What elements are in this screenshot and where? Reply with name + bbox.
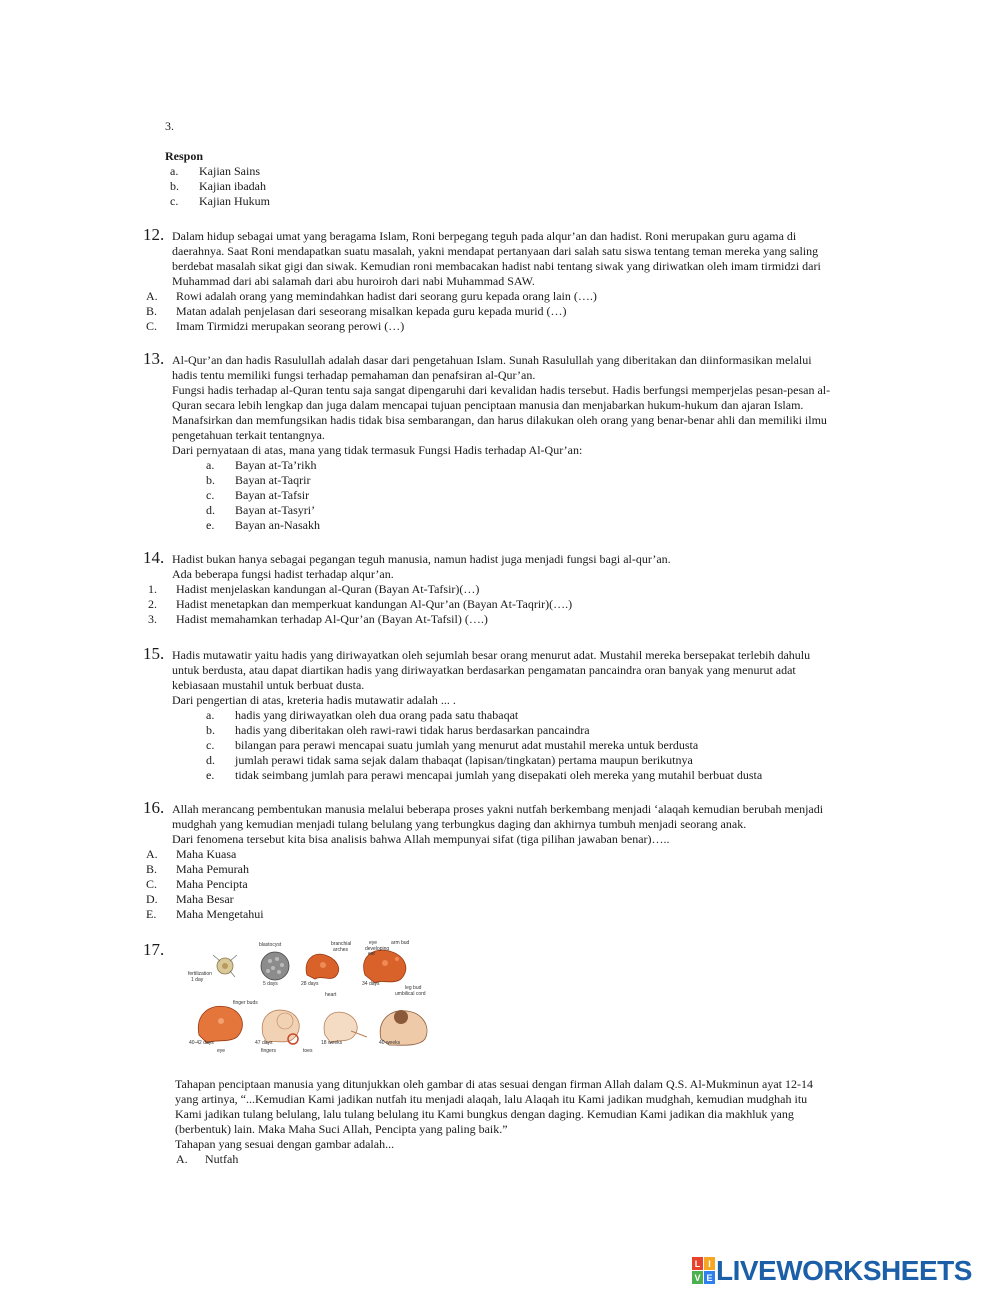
label-ear: ear — [368, 951, 376, 957]
text-line: untuk berdusta, atau dapat diartikan hadis yang diriwayatkan berdasarkan pengamatan pancaindra oran banyak yang menurut adat — [172, 663, 796, 677]
option-text: Bayan at-Tasyri’ — [235, 503, 316, 517]
option-text: Kajian Sains — [199, 164, 260, 178]
option-label: c. — [206, 738, 215, 752]
option-label: D. — [146, 892, 158, 906]
label-developing: developing — [365, 946, 390, 952]
option-label: d. — [206, 753, 215, 767]
embryo-40-42-days-icon — [198, 1006, 242, 1043]
option-label: c. — [206, 488, 215, 502]
label-fertilization: fertilization — [188, 971, 212, 977]
option-label: 1. — [148, 582, 157, 596]
option-text: Maha Pencipta — [176, 877, 248, 891]
option-label: d. — [206, 503, 215, 517]
label-fingers: fingers — [261, 1048, 277, 1054]
text-line: hadis tentu memiliki fungsi terhadap pemahaman dan penafsiran al-Qur’an. — [172, 368, 536, 382]
option-text: Maha Kuasa — [176, 847, 237, 861]
label-28-days: 28 days — [301, 981, 319, 987]
text-line: Kami jadikan tulang belulang, lalu tulang belulang itu Kami bungkus dengan daging. Kemudian Kami jadikan dia makhluk yang — [175, 1107, 794, 1121]
option-text: Nutfah — [205, 1152, 239, 1166]
label-arches: arches — [333, 947, 349, 953]
option-text: Imam Tirmidzi merupakan seorang perowi (…) — [176, 319, 405, 333]
embryo-28-days-icon — [306, 954, 339, 979]
option-label: b. — [206, 473, 215, 487]
option-label: 2. — [148, 597, 157, 611]
option-label: C. — [146, 319, 158, 333]
liveworksheets-logo — [692, 1256, 972, 1286]
question-number-12: 12. — [143, 225, 165, 244]
prev-item-number: 3. — [165, 119, 174, 133]
option-text: Bayan at-Tafsir — [235, 488, 310, 502]
label-eye-2: eye — [217, 1048, 226, 1054]
text-line: Dari pernyataan di atas, mana yang tidak termasuk Fungsi Hadis terhadap Al-Qur’an: — [172, 443, 583, 457]
option-text: jumlah perawi tidak sama sejak dalam thabaqat (lapisan/tingkatan) pertama maupun berikutnya — [235, 753, 693, 767]
text-line: Dari fenomena tersebut kita bisa analisis bahwa Allah mempunyai sifat (tiga pilihan jawaban benar)….. — [172, 832, 670, 846]
question-number-13: 13. — [143, 349, 165, 368]
label-branchial: branchial — [331, 941, 352, 947]
label-40-42-days: 40-42 days — [189, 1040, 214, 1046]
option-label: C. — [146, 877, 158, 891]
option-text: Maha Mengetahui — [176, 907, 264, 921]
text-line: (berbentuk) lain. Maka Maha Suci Allah, Pencipta yang paling baik.” — [175, 1122, 508, 1136]
option-text: Matan adalah penjelasan dari seseorang misalkan kepada guru kepada murid (…) — [176, 304, 567, 318]
text-line: mudghah yang kemudian menjadi tulang belulang yang terbungkus daging dan akhirnya tumbuh menjadi seorang anak. — [172, 817, 747, 831]
option-text: Kajian Hukum — [199, 194, 270, 208]
option-label: A. — [146, 289, 158, 303]
label-1-day: 1 day — [191, 977, 204, 983]
label-blastocyst: blastocyst — [259, 942, 282, 948]
text-line: Dari pengertian di atas, kreteria hadis mutawatir adalah ... . — [172, 693, 456, 707]
text-line: Dalam hidup sebagai umat yang beragama Islam, Roni berpegang teguh pada alqur’an dan hadist. Roni merupakan guru agama di — [172, 229, 797, 243]
option-text: Hadist memahamkan terhadap Al-Qur’an (Bayan At-Tafsil) (….) — [176, 612, 488, 626]
logo-letter-i: I — [708, 1259, 711, 1269]
option-label: b. — [170, 179, 179, 193]
text-line: Quran secara lebih lengkap dan juga dalam mencapai tujuan penciptaan manusia dan menjabarkan hukum-hukum dan ajaran Islam. — [172, 398, 804, 412]
label-40-weeks: 40 weeks — [379, 1040, 401, 1046]
label-34-days: 34 days — [362, 981, 380, 987]
embryo-47-days-icon — [262, 1010, 299, 1044]
label-5-days: 5 days — [263, 981, 278, 987]
liveworksheets-brand-text: LIVEWORKSHEETS — [716, 1255, 972, 1286]
text-line: Hadis mutawatir yaitu hadis yang diriwayatkan oleh sejumlah besar orang menurut adat. Mustahil mereka bersepakat terlebih dahulu — [172, 648, 811, 662]
text-line: Manafsirkan dan memfungsikan hadis tidak bisa sembarangan, dan harus dilakukan oleh orang yang benar-benar ahli dan memiliki ilmu — [172, 413, 827, 427]
label-leg-bud: leg bud — [405, 985, 422, 991]
label-18-weeks: 18 weeks — [321, 1040, 343, 1046]
option-text: Bayan an-Nasakh — [235, 518, 320, 532]
embryo-development-figure — [175, 935, 437, 1053]
option-label: A. — [176, 1152, 188, 1166]
question-number-17: 17. — [143, 940, 165, 959]
option-text: Maha Pemurah — [176, 862, 249, 876]
logo-letter-e: E — [706, 1273, 713, 1283]
option-text: Bayan at-Taqrir — [235, 473, 311, 487]
option-label: B. — [146, 862, 158, 876]
text-line: berdebat masalah sikat gigi dan siwak. Kemudian roni membacakan hadist nabi tentang siwak yang diriwatkan oleh imam tirmidzi dari — [172, 259, 821, 273]
blastocyst-icon — [261, 952, 289, 980]
text-line: Tahapan penciptaan manusia yang ditunjukkan oleh gambar di atas sesuai dengan firman Allah dalam Q.S. Al-Mukminun ayat 12-14 — [175, 1077, 813, 1091]
text-line: Allah merancang pembentukan manusia melalui beberapa proses yakni nutfah berkembang menjadi ‘alaqah kemudian berubah menjadi — [172, 802, 824, 816]
option-text: Rowi adalah orang yang memindahkan hadist dari seorang guru kepada orang lain (….) — [176, 289, 597, 303]
option-label: e. — [206, 768, 215, 782]
logo-letter-l: L — [694, 1259, 701, 1269]
fertilization-egg-icon — [213, 955, 237, 977]
text-line: daerahnya. Saat Roni mendapatkan suatu masalah, yakni mendapat pertanyaan dari salah satu siswa tentang teman mereka yang saling — [172, 244, 819, 258]
option-label: 3. — [148, 612, 157, 626]
text-line: Fungsi hadis terhadap al-Quran tentu saja sangat dipengaruhi dari kevalidan hadis tersebut. Hadis berfungsi memperjelas pesan-pesan al- — [172, 383, 831, 397]
text-line: Tahapan yang sesuai dengan gambar adalah... — [175, 1137, 395, 1151]
label-heart: heart — [325, 992, 337, 998]
text-line: Ada beberapa fungsi hadist terhadap alqur’an. — [172, 567, 394, 581]
option-text: tidak seimbang jumlah para perawi mencapai jumlah yang disepakati oleh mereka yang mutahil berbuat dusta — [235, 768, 763, 782]
option-text: Hadist menetapkan dan memperkuat kandungan Al-Qur’an (Bayan At-Taqrir)(….) — [176, 597, 573, 611]
option-text: hadis yang diberitakan oleh rawi-rawi tidak harus berdasarkan pancaindra — [235, 723, 590, 737]
option-label: e. — [206, 518, 215, 532]
option-text: hadis yang diriwayatkan oleh dua orang pada satu thabaqat — [235, 708, 519, 722]
option-label: A. — [146, 847, 158, 861]
label-umbilical-cord: umbilical cord — [395, 991, 426, 997]
option-text: Maha Besar — [176, 892, 234, 906]
text-line: Muhammad dari abi salamah dari abu huroiroh dari nabi Muhammad SAW. — [172, 274, 535, 288]
label-47-days: 47 days — [255, 1040, 273, 1046]
option-text: Hadist menjelaskan kandungan al-Quran (Bayan At-Tafsir)(…) — [176, 582, 480, 596]
question-number-14: 14. — [143, 548, 165, 567]
question-number-16: 16. — [143, 798, 165, 817]
logo-letter-v: V — [694, 1273, 701, 1283]
label-toes: toes — [303, 1048, 313, 1054]
option-text: Bayan at-Ta’rikh — [235, 458, 317, 472]
option-label: E. — [146, 907, 157, 921]
label-arm-bud: arm bud — [391, 940, 410, 946]
text-line: Hadist bukan hanya sebagai pegangan teguh manusia, namun hadist juga menjadi fungsi bagi al-qur’an. — [172, 552, 671, 566]
option-label: b. — [206, 723, 215, 737]
respon-heading: Respon — [165, 149, 204, 163]
text-line: Al-Qur’an dan hadis Rasulullah adalah dasar dari pengetahuan Islam. Sunah Rasulullah yang diberitakan dan diinformasikan melalui — [172, 353, 812, 367]
text-line: kebiasaan mustahil untuk berbuat dusta. — [172, 678, 365, 692]
option-label: B. — [146, 304, 158, 318]
option-label: a. — [206, 708, 215, 722]
question-number-15: 15. — [143, 644, 165, 663]
option-label: c. — [170, 194, 179, 208]
label-eye: eye — [369, 940, 378, 946]
text-line: pengetahuan terkait tentangnya. — [172, 428, 325, 442]
fetus-18-weeks-icon — [324, 1012, 367, 1043]
option-text: bilangan para perawi mencapai suatu jumlah yang menurut adat mustahil mereka untuk berdusta — [235, 738, 699, 752]
option-label: a. — [170, 164, 179, 178]
label-finger-buds: finger buds — [233, 1000, 258, 1006]
option-text: Kajian ibadah — [199, 179, 266, 193]
option-label: a. — [206, 458, 215, 472]
text-line: yang artinya, “...Kemudian Kami jadikan nutfah itu menjadi alaqah, lalu Alaqah itu Kami jadikan mudghah, kemudian mudghah itu — [175, 1092, 808, 1106]
liveworksheets-logo-icon — [692, 1257, 716, 1285]
